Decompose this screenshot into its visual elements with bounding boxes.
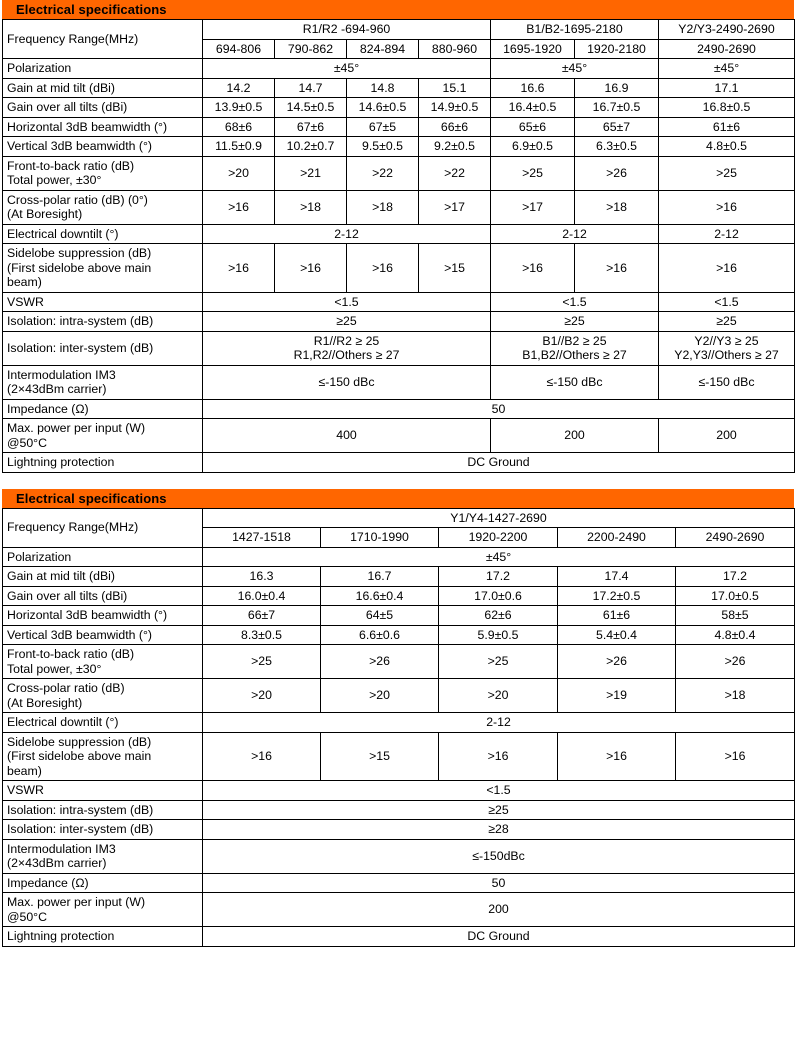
cell-value-4: 16.6 bbox=[491, 78, 575, 98]
row-label: Sidelobe suppression (dB) (First sidelobe above main beam) bbox=[3, 244, 203, 293]
cell-value-3: 66±6 bbox=[419, 117, 491, 137]
row-label: Max. power per input (W) @50°C bbox=[3, 419, 203, 453]
column-group-0: R1/R2 -694-960 bbox=[203, 20, 491, 40]
table-row bbox=[3, 713, 795, 733]
cell-value-1: >26 bbox=[321, 645, 439, 679]
column-subrange-5: 1920-2180 bbox=[575, 39, 659, 59]
cell-value-group-1: 200 bbox=[491, 419, 659, 453]
cell-value-6: 17.1 bbox=[659, 78, 795, 98]
table-row-freq-group-2 bbox=[3, 508, 795, 528]
row-label: Polarization bbox=[3, 547, 203, 567]
table-row bbox=[3, 586, 795, 606]
column-group-1: B1/B2-1695-2180 bbox=[491, 20, 659, 40]
cell-value-group-0: ≥25 bbox=[203, 312, 491, 332]
table-row bbox=[3, 453, 795, 473]
cell-value-full: DC Ground bbox=[203, 453, 795, 473]
cell-value-3: 14.9±0.5 bbox=[419, 98, 491, 118]
cell-value-3: >22 bbox=[419, 156, 491, 190]
table-row bbox=[3, 419, 795, 453]
cell-value-3: >16 bbox=[558, 732, 676, 781]
column-group-2: Y2/Y3-2490-2690 bbox=[659, 20, 795, 40]
table-row bbox=[3, 365, 795, 399]
column-subrange-0: 694-806 bbox=[203, 39, 275, 59]
cell-value-4: 6.9±0.5 bbox=[491, 137, 575, 157]
cell-value-group-0: ±45° bbox=[203, 59, 491, 79]
row-label: Gain at mid tilt (dBi) bbox=[3, 78, 203, 98]
cell-value-5: >18 bbox=[575, 190, 659, 224]
cell-value-1: 14.5±0.5 bbox=[275, 98, 347, 118]
cell-value-3: >17 bbox=[419, 190, 491, 224]
cell-value-6: >16 bbox=[659, 244, 795, 293]
cell-value-0: 68±6 bbox=[203, 117, 275, 137]
row-label: Isolation: inter-system (dB) bbox=[3, 820, 203, 840]
table-row bbox=[3, 399, 795, 419]
spec-table-1 bbox=[2, 19, 795, 473]
table-row bbox=[3, 312, 795, 332]
spec-table-1-body bbox=[3, 20, 795, 473]
cell-value-4: 4.8±0.4 bbox=[676, 625, 795, 645]
column-subrange-2-2: 1920-2200 bbox=[439, 528, 558, 548]
cell-value-2: 5.9±0.5 bbox=[439, 625, 558, 645]
cell-value-6: >25 bbox=[659, 156, 795, 190]
cell-value-group-1: ≤-150 dBc bbox=[491, 365, 659, 399]
table-row bbox=[3, 244, 795, 293]
row-label: VSWR bbox=[3, 781, 203, 801]
table-row bbox=[3, 927, 795, 947]
cell-value-5: 16.9 bbox=[575, 78, 659, 98]
table-row bbox=[3, 190, 795, 224]
cell-value-2: >25 bbox=[439, 645, 558, 679]
row-label: Isolation: intra-system (dB) bbox=[3, 800, 203, 820]
row-label: Cross-polar ratio (dB) (0°) (At Boresight) bbox=[3, 190, 203, 224]
table-row bbox=[3, 78, 795, 98]
table-row bbox=[3, 679, 795, 713]
cell-value-2: 67±5 bbox=[347, 117, 419, 137]
cell-value-2: 14.8 bbox=[347, 78, 419, 98]
cell-value-group-2: 2-12 bbox=[659, 224, 795, 244]
cell-value-5: 65±7 bbox=[575, 117, 659, 137]
row-label: Isolation: intra-system (dB) bbox=[3, 312, 203, 332]
cell-value-4: 16.4±0.5 bbox=[491, 98, 575, 118]
cell-value-group-0: 400 bbox=[203, 419, 491, 453]
cell-value-1: >15 bbox=[321, 732, 439, 781]
row-label: Vertical 3dB beamwidth (°) bbox=[3, 625, 203, 645]
block-spacer bbox=[2, 473, 794, 489]
table-row bbox=[3, 156, 795, 190]
spec-block-1 bbox=[2, 0, 794, 473]
cell-value-2: >16 bbox=[439, 732, 558, 781]
spec-table-2 bbox=[2, 508, 795, 947]
table-row bbox=[3, 645, 795, 679]
cell-value-4: >16 bbox=[491, 244, 575, 293]
row-label: Gain at mid tilt (dBi) bbox=[3, 567, 203, 587]
cell-value-0: >25 bbox=[203, 645, 321, 679]
table-row bbox=[3, 625, 795, 645]
cell-value-3: >15 bbox=[419, 244, 491, 293]
cell-value-0: 13.9±0.5 bbox=[203, 98, 275, 118]
cell-value-5: 16.7±0.5 bbox=[575, 98, 659, 118]
cell-value-1: 16.6±0.4 bbox=[321, 586, 439, 606]
row-label: Lightning protection bbox=[3, 927, 203, 947]
cell-value-4: 65±6 bbox=[491, 117, 575, 137]
cell-value-0: 14.2 bbox=[203, 78, 275, 98]
row-label: Gain over all tilts (dBi) bbox=[3, 586, 203, 606]
row-label: Impedance (Ω) bbox=[3, 399, 203, 419]
cell-value-1: 67±6 bbox=[275, 117, 347, 137]
cell-value-1: >18 bbox=[275, 190, 347, 224]
cell-value-4: 58±5 bbox=[676, 606, 795, 626]
cell-value-6: >16 bbox=[659, 190, 795, 224]
cell-value-full: DC Ground bbox=[203, 927, 795, 947]
cell-value-0: 66±7 bbox=[203, 606, 321, 626]
cell-value-group-2: Y2//Y3 ≥ 25 Y2,Y3//Others ≥ 27 bbox=[659, 331, 795, 365]
cell-value-3: 17.2±0.5 bbox=[558, 586, 676, 606]
cell-value-group-1: ≥25 bbox=[491, 312, 659, 332]
row-label: Horizontal 3dB beamwidth (°) bbox=[3, 117, 203, 137]
table-row bbox=[3, 98, 795, 118]
cell-value-3: 17.4 bbox=[558, 567, 676, 587]
cell-value-full: ±45° bbox=[203, 547, 795, 567]
cell-value-1: 10.2±0.7 bbox=[275, 137, 347, 157]
row-label: Horizontal 3dB beamwidth (°) bbox=[3, 606, 203, 626]
cell-value-0: >20 bbox=[203, 156, 275, 190]
cell-value-2: 17.2 bbox=[439, 567, 558, 587]
cell-value-group-2: 200 bbox=[659, 419, 795, 453]
row-label-frequency-range-2: Frequency Range(MHz) bbox=[3, 508, 203, 547]
table-row bbox=[3, 781, 795, 801]
cell-value-4: 17.2 bbox=[676, 567, 795, 587]
spec-table-2-body bbox=[3, 508, 795, 946]
cell-value-0: 16.3 bbox=[203, 567, 321, 587]
cell-value-2: 62±6 bbox=[439, 606, 558, 626]
cell-value-group-2: <1.5 bbox=[659, 292, 795, 312]
cell-value-2: 17.0±0.6 bbox=[439, 586, 558, 606]
row-label: Intermodulation IM3 (2×43dBm carrier) bbox=[3, 365, 203, 399]
cell-value-5: >26 bbox=[575, 156, 659, 190]
table-row bbox=[3, 59, 795, 79]
column-subrange-2-0: 1427-1518 bbox=[203, 528, 321, 548]
cell-value-full: ≤-150dBc bbox=[203, 839, 795, 873]
cell-value-full: 50 bbox=[203, 399, 795, 419]
cell-value-0: >16 bbox=[203, 732, 321, 781]
table-row bbox=[3, 606, 795, 626]
table-row bbox=[3, 547, 795, 567]
cell-value-4: >18 bbox=[676, 679, 795, 713]
cell-value-group-1: <1.5 bbox=[491, 292, 659, 312]
column-subrange-3: 880-960 bbox=[419, 39, 491, 59]
cell-value-2: >22 bbox=[347, 156, 419, 190]
cell-value-4: 17.0±0.5 bbox=[676, 586, 795, 606]
column-subrange-1: 790-862 bbox=[275, 39, 347, 59]
cell-value-0: >16 bbox=[203, 190, 275, 224]
column-subrange-4: 1695-1920 bbox=[491, 39, 575, 59]
cell-value-group-2: ≥25 bbox=[659, 312, 795, 332]
cell-value-full: 200 bbox=[203, 893, 795, 927]
cell-value-group-0: ≤-150 dBc bbox=[203, 365, 491, 399]
row-label: Gain over all tilts (dBi) bbox=[3, 98, 203, 118]
table-row bbox=[3, 224, 795, 244]
cell-value-2: >16 bbox=[347, 244, 419, 293]
cell-value-1: 6.6±0.6 bbox=[321, 625, 439, 645]
cell-value-2: 9.5±0.5 bbox=[347, 137, 419, 157]
cell-value-group-0: R1//R2 ≥ 25 R1,R2//Others ≥ 27 bbox=[203, 331, 491, 365]
row-label: Isolation: inter-system (dB) bbox=[3, 331, 203, 365]
cell-value-5: >16 bbox=[575, 244, 659, 293]
table-row bbox=[3, 873, 795, 893]
column-subrange-2-3: 2200-2490 bbox=[558, 528, 676, 548]
table-row bbox=[3, 137, 795, 157]
table-row bbox=[3, 800, 795, 820]
block-header-title-1: Electrical specifications bbox=[2, 0, 794, 19]
row-label: Cross-polar ratio (dB) (At Boresight) bbox=[3, 679, 203, 713]
cell-value-full: 50 bbox=[203, 873, 795, 893]
cell-value-group-1: B1//B2 ≥ 25 B1,B2//Others ≥ 27 bbox=[491, 331, 659, 365]
column-subrange-2-1: 1710-1990 bbox=[321, 528, 439, 548]
cell-value-full: <1.5 bbox=[203, 781, 795, 801]
cell-value-0: 16.0±0.4 bbox=[203, 586, 321, 606]
cell-value-full: 2-12 bbox=[203, 713, 795, 733]
table-row bbox=[3, 732, 795, 781]
cell-value-1: >21 bbox=[275, 156, 347, 190]
cell-value-1: 14.7 bbox=[275, 78, 347, 98]
cell-value-1: >20 bbox=[321, 679, 439, 713]
row-label: Front-to-back ratio (dB) Total power, ±30° bbox=[3, 645, 203, 679]
cell-value-0: 8.3±0.5 bbox=[203, 625, 321, 645]
table-row bbox=[3, 893, 795, 927]
cell-value-full: ≥28 bbox=[203, 820, 795, 840]
column-subrange-6: 2490-2690 bbox=[659, 39, 795, 59]
cell-value-group-0: <1.5 bbox=[203, 292, 491, 312]
table-row bbox=[3, 292, 795, 312]
cell-value-3: 15.1 bbox=[419, 78, 491, 98]
cell-value-5: 6.3±0.5 bbox=[575, 137, 659, 157]
cell-value-group-1: ±45° bbox=[491, 59, 659, 79]
cell-value-3: 9.2±0.5 bbox=[419, 137, 491, 157]
row-label: Front-to-back ratio (dB) Total power, ±30° bbox=[3, 156, 203, 190]
cell-value-1: >16 bbox=[275, 244, 347, 293]
cell-value-2: >18 bbox=[347, 190, 419, 224]
table-row bbox=[3, 117, 795, 137]
cell-value-group-2: ≤-150 dBc bbox=[659, 365, 795, 399]
spec-block-2 bbox=[2, 489, 794, 947]
cell-value-4: >16 bbox=[676, 732, 795, 781]
cell-value-1: 64±5 bbox=[321, 606, 439, 626]
row-label: Electrical downtilt (°) bbox=[3, 224, 203, 244]
column-subrange-2: 824-894 bbox=[347, 39, 419, 59]
cell-value-group-1: 2-12 bbox=[491, 224, 659, 244]
cell-value-4: >17 bbox=[491, 190, 575, 224]
cell-value-0: 11.5±0.9 bbox=[203, 137, 275, 157]
column-group-2-0: Y1/Y4-1427-2690 bbox=[203, 508, 795, 528]
cell-value-group-0: 2-12 bbox=[203, 224, 491, 244]
cell-value-6: 4.8±0.5 bbox=[659, 137, 795, 157]
row-label: Sidelobe suppression (dB) (First sidelobe above main beam) bbox=[3, 732, 203, 781]
cell-value-0: >20 bbox=[203, 679, 321, 713]
cell-value-3: 61±6 bbox=[558, 606, 676, 626]
row-label: Electrical downtilt (°) bbox=[3, 713, 203, 733]
cell-value-4: >25 bbox=[491, 156, 575, 190]
row-label: Impedance (Ω) bbox=[3, 873, 203, 893]
table-row bbox=[3, 820, 795, 840]
cell-value-3: >26 bbox=[558, 645, 676, 679]
cell-value-group-2: ±45° bbox=[659, 59, 795, 79]
row-label: Lightning protection bbox=[3, 453, 203, 473]
table-row-freq-group bbox=[3, 20, 795, 40]
cell-value-4: >26 bbox=[676, 645, 795, 679]
row-label: Intermodulation IM3 (2×43dBm carrier) bbox=[3, 839, 203, 873]
table-row bbox=[3, 331, 795, 365]
cell-value-2: 14.6±0.5 bbox=[347, 98, 419, 118]
cell-value-full: ≥25 bbox=[203, 800, 795, 820]
column-subrange-2-4: 2490-2690 bbox=[676, 528, 795, 548]
cell-value-3: >19 bbox=[558, 679, 676, 713]
row-label: Vertical 3dB beamwidth (°) bbox=[3, 137, 203, 157]
cell-value-1: 16.7 bbox=[321, 567, 439, 587]
row-label-frequency-range: Frequency Range(MHz) bbox=[3, 20, 203, 59]
row-label: Polarization bbox=[3, 59, 203, 79]
cell-value-2: >20 bbox=[439, 679, 558, 713]
table-row bbox=[3, 567, 795, 587]
block-header-title-2: Electrical specifications bbox=[2, 489, 794, 508]
cell-value-6: 16.8±0.5 bbox=[659, 98, 795, 118]
table-row bbox=[3, 839, 795, 873]
cell-value-0: >16 bbox=[203, 244, 275, 293]
row-label: VSWR bbox=[3, 292, 203, 312]
cell-value-6: 61±6 bbox=[659, 117, 795, 137]
cell-value-3: 5.4±0.4 bbox=[558, 625, 676, 645]
row-label: Max. power per input (W) @50°C bbox=[3, 893, 203, 927]
